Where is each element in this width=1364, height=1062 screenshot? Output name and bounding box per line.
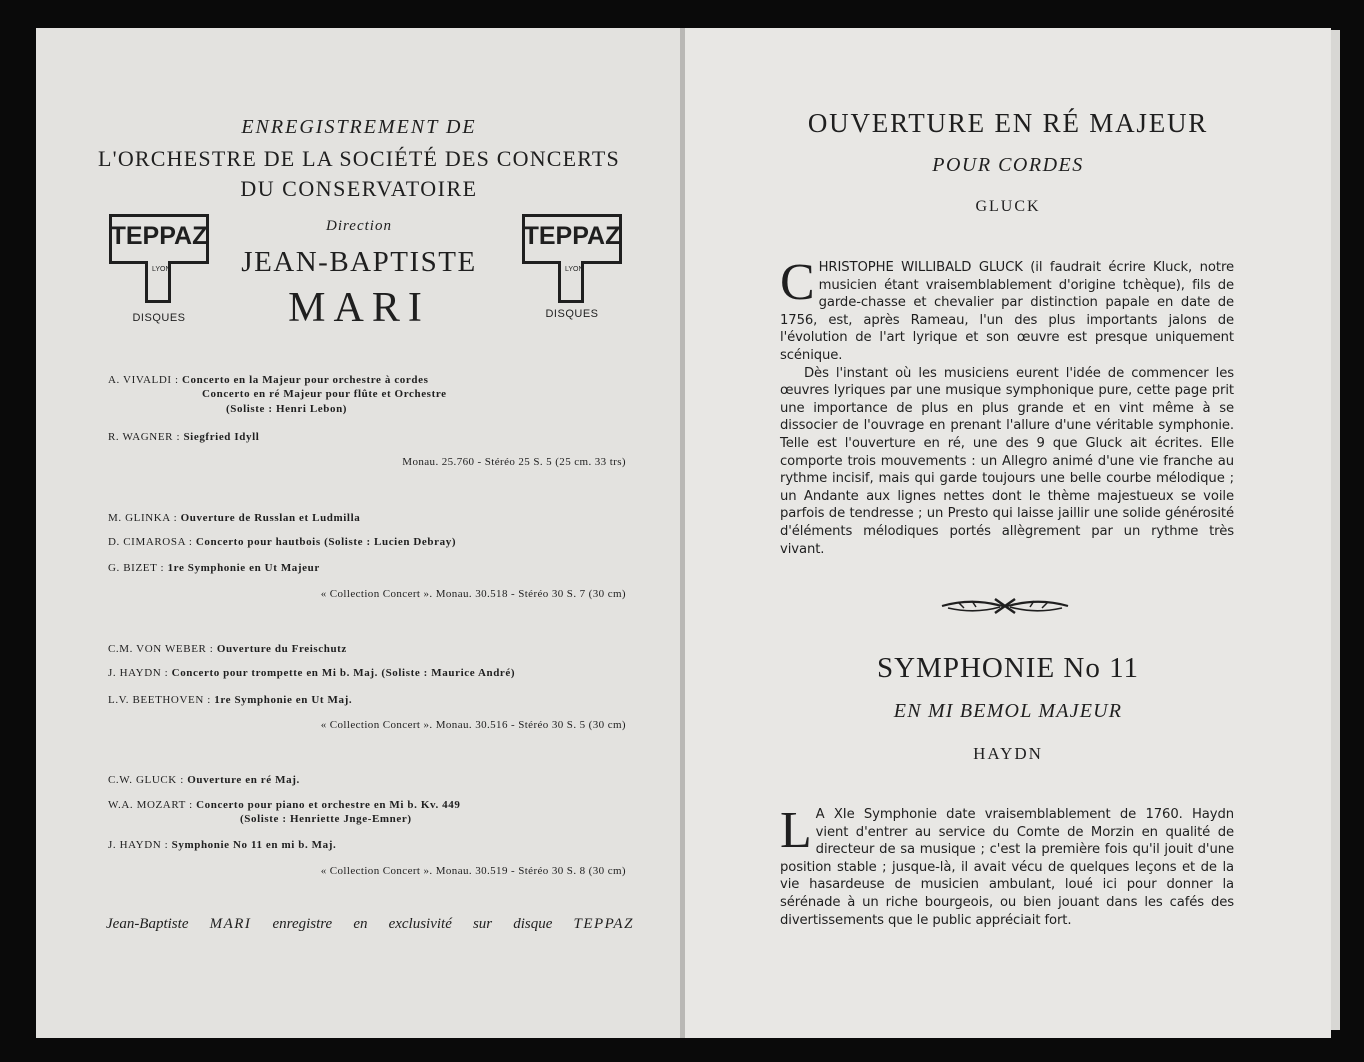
record-work: Ouverture du Freischutz	[216, 643, 347, 655]
record-work: 1re Symphonie en Ut Majeur	[167, 562, 320, 574]
record-reference: « Collection Concert ». Monau. 30.519 - Stéréo 30 S. 8 (30 cm)	[320, 865, 626, 877]
logo-word: TEPPAZ	[523, 222, 621, 250]
logo-word: TEPPAZ	[110, 222, 208, 250]
piece2-subtitle: EN MI BEMOL MAJEUR	[893, 700, 1123, 722]
teppaz-logo-left	[109, 214, 209, 302]
footer-word: Jean-Baptiste	[106, 916, 189, 932]
record-line	[108, 667, 515, 679]
record-composer: C.M. VON WEBER :	[108, 643, 214, 655]
record-work: Concerto en ré Majeur pour flûte et Orchestre	[202, 388, 447, 400]
piece1-title: OUVERTURE EN RÉ MAJEUR	[807, 108, 1209, 138]
record-composer: M. GLINKA :	[108, 512, 178, 524]
left-page	[36, 28, 682, 1038]
record-composer: R. WAGNER :	[108, 431, 181, 443]
record-work: Siegfried Idyll	[183, 431, 260, 443]
page-edge	[1330, 30, 1340, 1030]
piece1-paragraph-2: Dès l'instant où les musiciens eurent l'idée de commencer les œuvres lyriques par une musique symphonique pure, cette page prit une importance de plus en plus grande et en vint même à se dissocier de l'ouvrage en prenant l'allure d'une véritable symphonie. Telle est l'ouverture en ré, une des 9 que Gluck ait écrites. Elle comporte trois mouvements : un Allegro animé d'une vie franche au rythme incisif, mais qui garde toujours une belle courbe mélodique ; un Andante aux lignes nettes dont le thème majestueux se voile parfois de tendresse ; un Presto qui laisse jaillir une solide générosité d'éléments mélodiques portés allègrement par un rythme très vivant.	[780, 365, 1234, 557]
right-page	[685, 28, 1331, 1038]
record-line	[108, 512, 360, 524]
footer-word: exclusivité	[388, 916, 452, 932]
record-work: Ouverture en ré Maj.	[187, 774, 300, 786]
record-work: (Soliste : Henri Lebon)	[226, 403, 348, 415]
record-composer: C.W. GLUCK :	[108, 774, 184, 786]
piece2-notes	[780, 802, 1234, 929]
piece1-paragraph-1: HRISTOPHE WILLIBALD GLUCK (il faudrait écrire Kluck, notre musicien étant vraisemblablement d'origine tchèque), fils de garde-chasse et chevalier par distinction papale en date de 1756, est, après Rameau, l'un des plus importants jalons de l'évolution de l'art lyrique et son œuvre est presque uniquement scénique.	[780, 260, 1234, 363]
record-work: Concerto pour piano et orchestre en Mi b. Kv. 449	[196, 799, 461, 811]
record-composer: L.V. BEETHOVEN :	[108, 694, 211, 706]
piece2-composer: HAYDN	[973, 744, 1043, 763]
exclusivity-footer	[106, 916, 634, 933]
dropcap-letter: L	[780, 802, 812, 859]
record-line	[108, 536, 456, 548]
conductor-last-name: MARI	[288, 285, 430, 331]
record-line	[108, 694, 352, 706]
record-composer: J. HAYDN :	[108, 667, 169, 679]
record-line	[108, 774, 300, 786]
record-line	[108, 839, 336, 851]
footer-word: MARI	[209, 916, 252, 932]
heading-line-3: DU CONSERVATOIRE	[240, 176, 478, 201]
direction-label: Direction	[326, 218, 392, 234]
logo-label-right: DISQUES	[545, 308, 599, 320]
record-line	[202, 388, 447, 400]
piece1-subtitle: POUR CORDES	[932, 154, 1084, 176]
heading-line-1: ENREGISTREMENT DE	[241, 116, 477, 138]
heading-line-2: L'ORCHESTRE DE LA SOCIÉTÉ DES CONCERTS	[98, 146, 620, 171]
record-line	[108, 643, 347, 655]
footer-word: disque	[513, 916, 553, 932]
record-composer: A. VIVALDI :	[108, 374, 179, 386]
record-line	[108, 431, 259, 443]
record-work: Symphonie No 11 en mi b. Maj.	[171, 839, 337, 851]
record-reference: Monau. 25.760 - Stéréo 25 S. 5 (25 cm. 33 trs)	[402, 456, 626, 468]
record-work: Concerto en la Majeur pour orchestre à cordes	[182, 374, 429, 386]
record-reference: « Collection Concert ». Monau. 30.518 - Stéréo 30 S. 7 (30 cm)	[320, 588, 626, 600]
record-work: Concerto pour trompette en Mi b. Maj. (Soliste : Maurice André)	[171, 667, 516, 679]
footer-word: en	[353, 916, 368, 932]
record-work: Concerto pour hautbois (Soliste : Lucien Debray)	[195, 536, 457, 548]
record-line	[108, 562, 320, 574]
conductor-first-name: JEAN-BAPTISTE	[241, 246, 477, 278]
piece1-notes	[780, 254, 1234, 558]
record-composer: G. BIZET :	[108, 562, 165, 574]
record-line	[108, 374, 428, 386]
dropcap-letter: C	[780, 254, 815, 311]
footer-word: TEPPAZ	[573, 916, 634, 932]
logo-label-left: DISQUES	[132, 312, 186, 324]
record-line	[240, 813, 412, 825]
piece1-composer: GLUCK	[975, 198, 1041, 215]
record-work: 1re Symphonie en Ut Maj.	[214, 694, 353, 706]
logo-city: LYON	[152, 266, 171, 273]
record-composer: J. HAYDN :	[108, 839, 169, 851]
logo-city: LYON	[565, 266, 584, 273]
piece2-paragraph-1: A XIe Symphonie date vraisemblablement de 1760. Haydn vient d'entrer au service du Comte de Morzin en qualité de directeur de sa musique ; c'est la première fois qu'il jouit d'une position stable ; jusque-là, il avait vécu de quelques leçons et de la vie hasardeuse de musicien ambulant, loué ici pour donner la sérénade à un riche bourgeois, ou bien jouant dans les cafés des divertissements que le public appréciait fort.	[780, 807, 1234, 928]
record-line	[226, 403, 347, 415]
record-composer: D. CIMAROSA :	[108, 536, 193, 548]
record-composer: W.A. MOZART :	[108, 799, 193, 811]
record-work: (Soliste : Henriette Jnge-Emner)	[240, 813, 412, 825]
piece2-title: SYMPHONIE No 11	[876, 652, 1140, 684]
record-line	[108, 799, 460, 811]
teppaz-logo-right	[522, 214, 622, 302]
ornament-divider	[940, 594, 1070, 616]
record-work: Ouverture de Russlan et Ludmilla	[180, 512, 361, 524]
footer-word: enregistre	[272, 916, 333, 932]
record-reference: « Collection Concert ». Monau. 30.516 - Stéréo 30 S. 5 (30 cm)	[320, 719, 626, 731]
footer-word: sur	[472, 916, 493, 932]
